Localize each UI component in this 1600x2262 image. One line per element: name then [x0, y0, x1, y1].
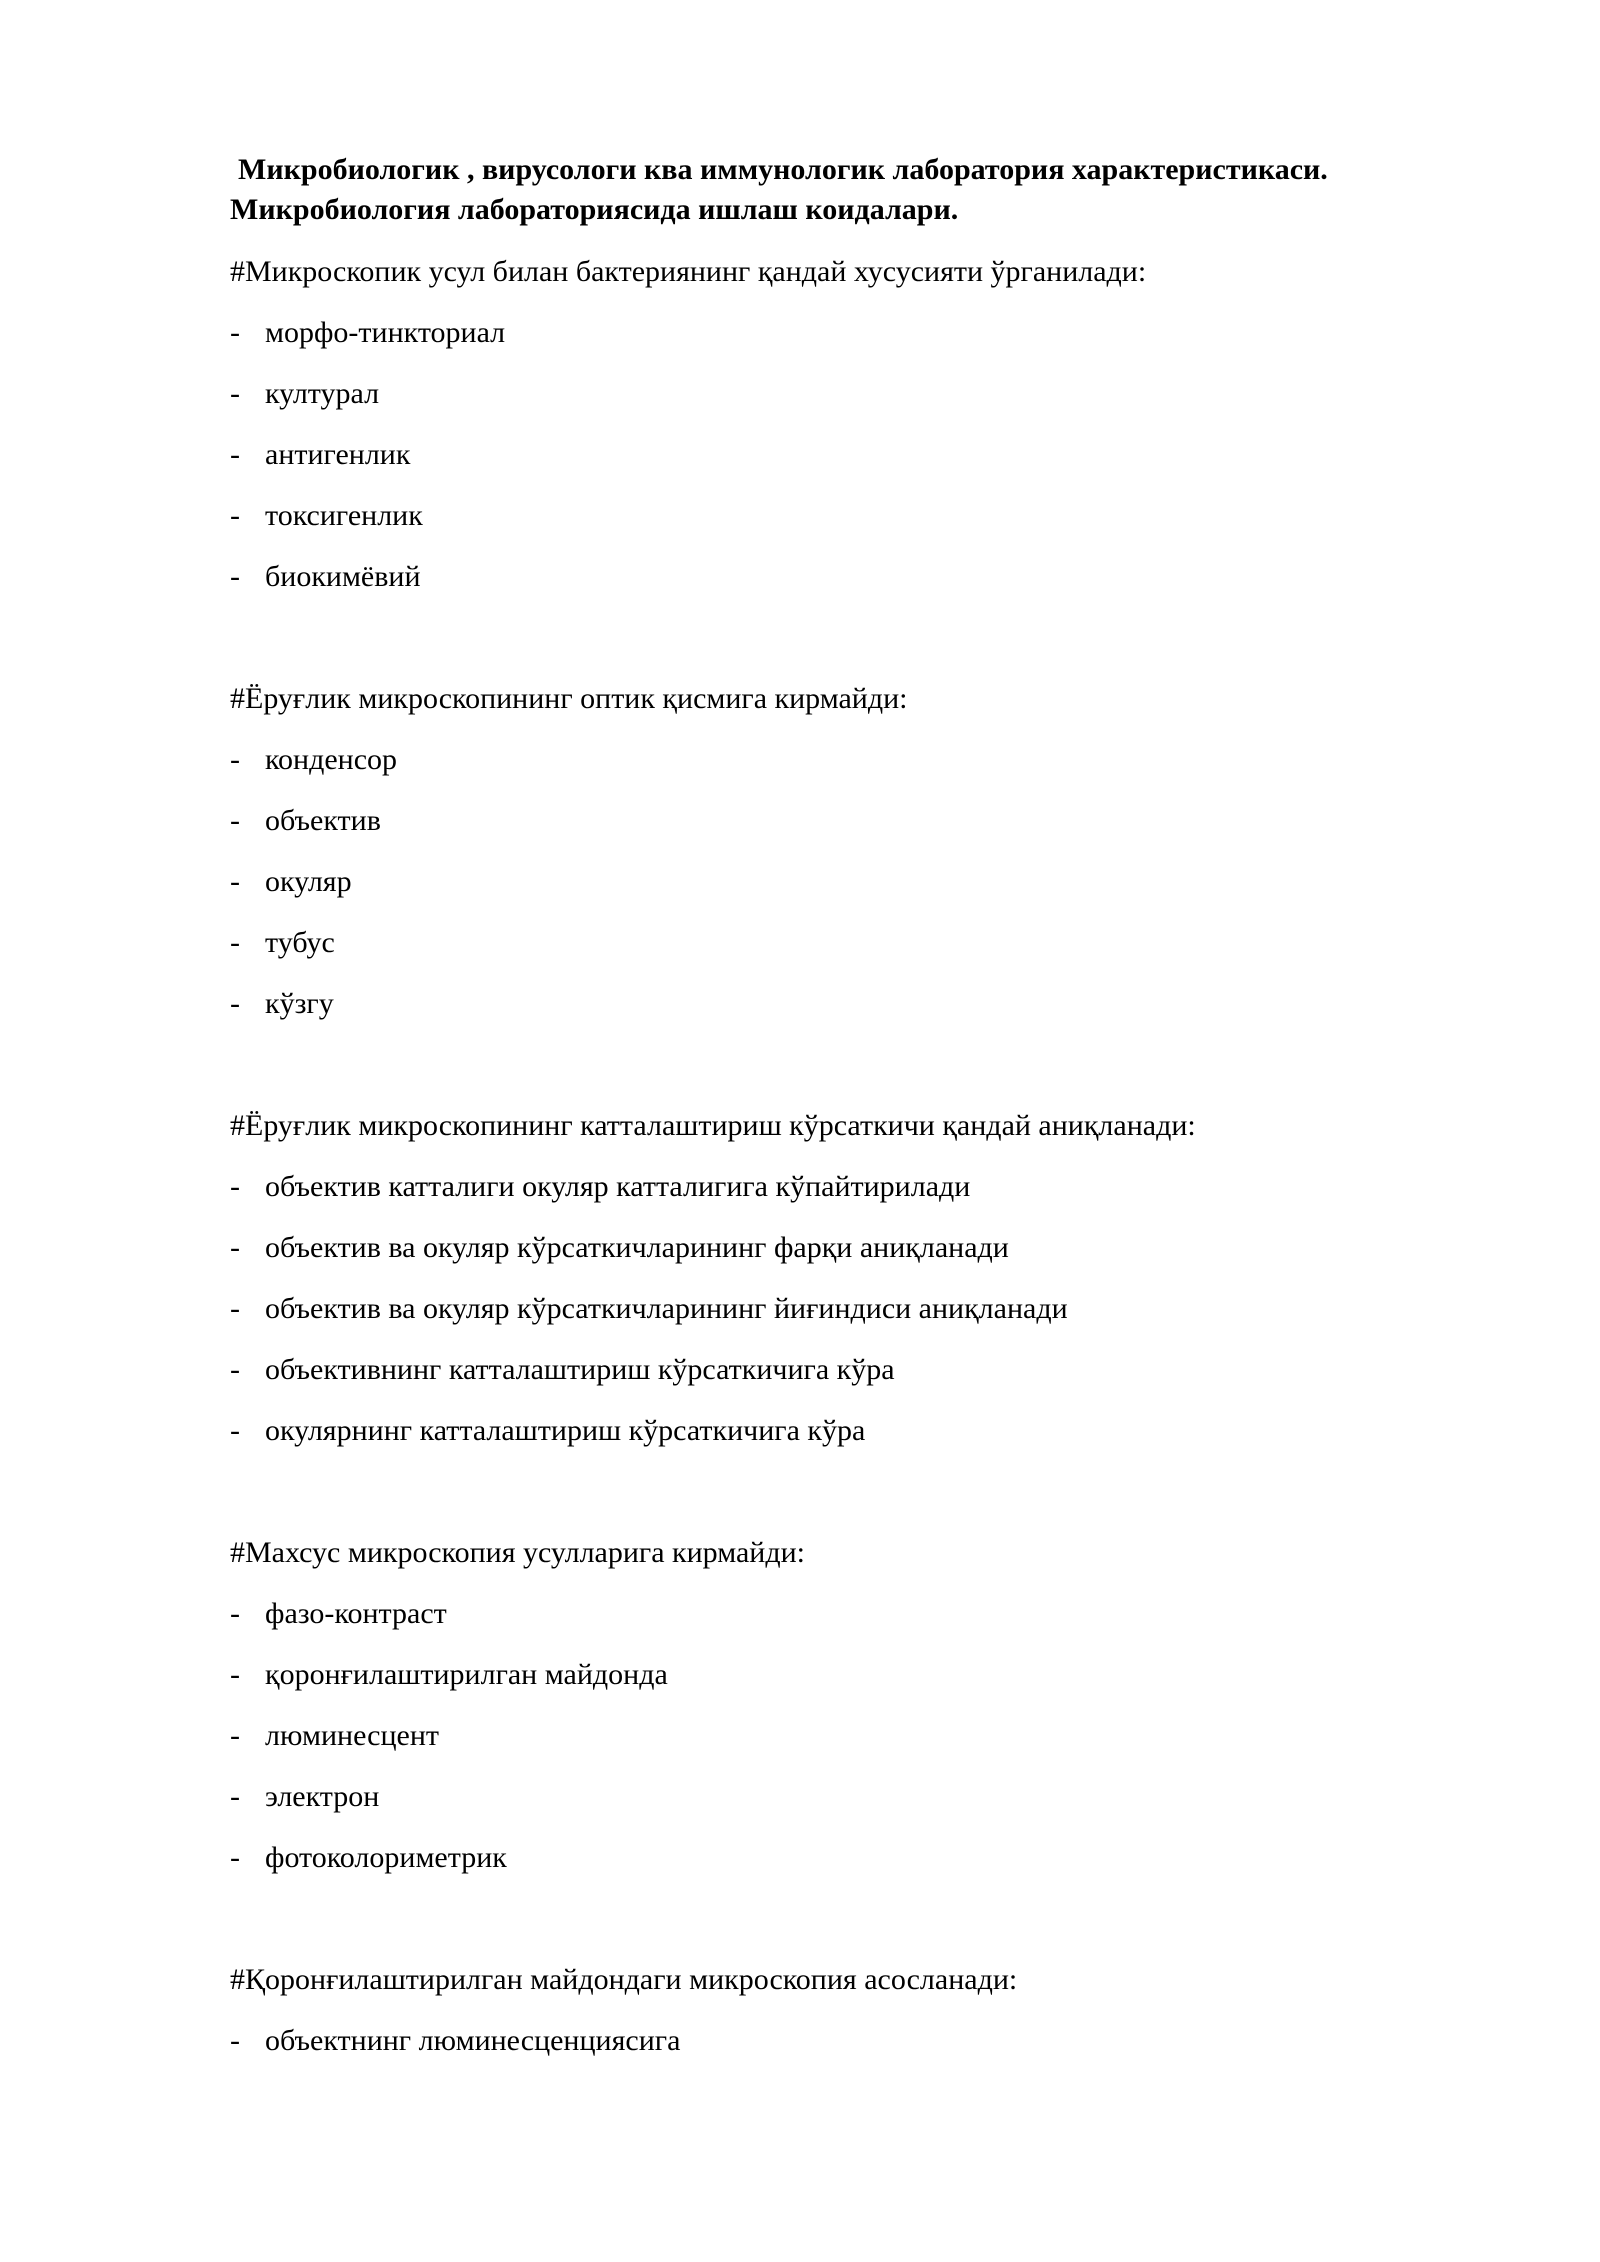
bullet-dash: - — [230, 499, 240, 532]
answer-option — [230, 1594, 1450, 1634]
answer-option — [230, 1289, 1450, 1329]
block-spacer — [230, 1045, 1450, 1106]
answer-text: окуляр — [265, 865, 352, 898]
bullet-dash: - — [230, 438, 240, 471]
answer-option — [230, 1411, 1450, 1451]
answer-text: объектив ва окуляр кўрсаткичларининг йиғиндиси аниқланади — [265, 1292, 1068, 1325]
answer-option — [230, 2021, 1450, 2061]
bullet-dash: - — [230, 2024, 240, 2057]
bullet-dash: - — [230, 926, 240, 959]
answer-option — [230, 1655, 1450, 1695]
block-spacer — [230, 1472, 1450, 1533]
block-spacer — [230, 1899, 1450, 1960]
answer-option — [230, 984, 1450, 1024]
answer-option — [230, 1838, 1450, 1878]
answer-option — [230, 374, 1450, 414]
answer-text: конденсор — [265, 743, 398, 776]
bullet-dash: - — [230, 560, 240, 593]
answer-text: фотоколориметрик — [265, 1841, 507, 1874]
bullet-dash: - — [230, 865, 240, 898]
answer-text: токсигенлик — [265, 499, 423, 532]
question-text: #Ёруғлик микроскопининг катталаштириш кўрсаткичи қандай аниқланади: — [230, 1109, 1196, 1142]
answer-option — [230, 801, 1450, 841]
question-block-5 — [230, 1960, 1450, 2061]
answer-option — [230, 557, 1450, 597]
answer-text: люминесцент — [265, 1719, 439, 1752]
title-line-2: Микробиология лабораториясида ишлаш коидалари. — [230, 193, 959, 226]
answer-option — [230, 1167, 1450, 1207]
answer-option — [230, 740, 1450, 780]
answer-text: объективнинг катталаштириш кўрсаткичига кўра — [265, 1353, 895, 1386]
document-content — [230, 150, 1450, 2082]
answer-option — [230, 313, 1450, 353]
answer-option — [230, 1228, 1450, 1268]
title-line-1: Микробиологик , вирусологи ква иммунологик лаборатория характеристикаси. — [238, 153, 1328, 186]
answer-text: тубус — [265, 926, 335, 959]
bullet-dash: - — [230, 1841, 240, 1874]
answer-text: объектив ва окуляр кўрсаткичларининг фарқи аниқланади — [265, 1231, 1009, 1264]
bullet-dash: - — [230, 1231, 240, 1264]
bullet-dash: - — [230, 743, 240, 776]
answer-text: фазо-контраст — [265, 1597, 447, 1630]
bullet-dash: - — [230, 316, 240, 349]
bullet-dash: - — [230, 1414, 240, 1447]
answer-text: объектнинг люминесценциясига — [265, 2024, 681, 2057]
answer-option — [230, 862, 1450, 902]
question-block-3 — [230, 1106, 1450, 1451]
answer-options — [230, 740, 1450, 1024]
question-text: #Ёруғлик микроскопининг оптик қисмига кирмайди: — [230, 682, 908, 715]
answer-option — [230, 1716, 1450, 1756]
document-title — [230, 150, 1450, 230]
answer-text: объектив катталиги окуляр катталигига кўпайтирилади — [265, 1170, 971, 1203]
answer-options — [230, 1167, 1450, 1451]
answer-text: окулярнинг катталаштириш кўрсаткичига кўра — [265, 1414, 866, 1447]
answer-option — [230, 923, 1450, 963]
bullet-dash: - — [230, 1292, 240, 1325]
question-block-1 — [230, 252, 1450, 597]
answer-option — [230, 496, 1450, 536]
answer-text: кўзгу — [265, 987, 334, 1020]
bullet-dash: - — [230, 987, 240, 1020]
question-text: #Қоронғилаштирилган майдондаги микроскопия асосланади: — [230, 1963, 1018, 1996]
answer-option — [230, 435, 1450, 475]
answer-text: антигенлик — [265, 438, 411, 471]
answer-text: културал — [265, 377, 380, 410]
answer-options — [230, 313, 1450, 597]
bullet-dash: - — [230, 1780, 240, 1813]
bullet-dash: - — [230, 377, 240, 410]
answer-text: биокимёвий — [265, 560, 421, 593]
bullet-dash: - — [230, 1170, 240, 1203]
answer-text: қоронғилаштирилган майдонда — [265, 1658, 668, 1691]
answer-text: объектив — [265, 804, 381, 837]
answer-option — [230, 1777, 1450, 1817]
question-text: #Микроскопик усул билан бактериянинг қандай хусусияти ўрганилади: — [230, 255, 1147, 288]
bullet-dash: - — [230, 1719, 240, 1752]
answer-option — [230, 1350, 1450, 1390]
block-spacer — [230, 618, 1450, 679]
question-text: #Махсус микроскопия усулларига кирмайди: — [230, 1536, 806, 1569]
answer-text: электрон — [265, 1780, 380, 1813]
bullet-dash: - — [230, 804, 240, 837]
bullet-dash: - — [230, 1597, 240, 1630]
answer-options — [230, 1594, 1450, 1878]
answer-options — [230, 2021, 1450, 2061]
question-block-4 — [230, 1533, 1450, 1878]
question-block-2 — [230, 679, 1450, 1024]
bullet-dash: - — [230, 1353, 240, 1386]
bullet-dash: - — [230, 1658, 240, 1691]
answer-text: морфо-тинкториал — [265, 316, 506, 349]
